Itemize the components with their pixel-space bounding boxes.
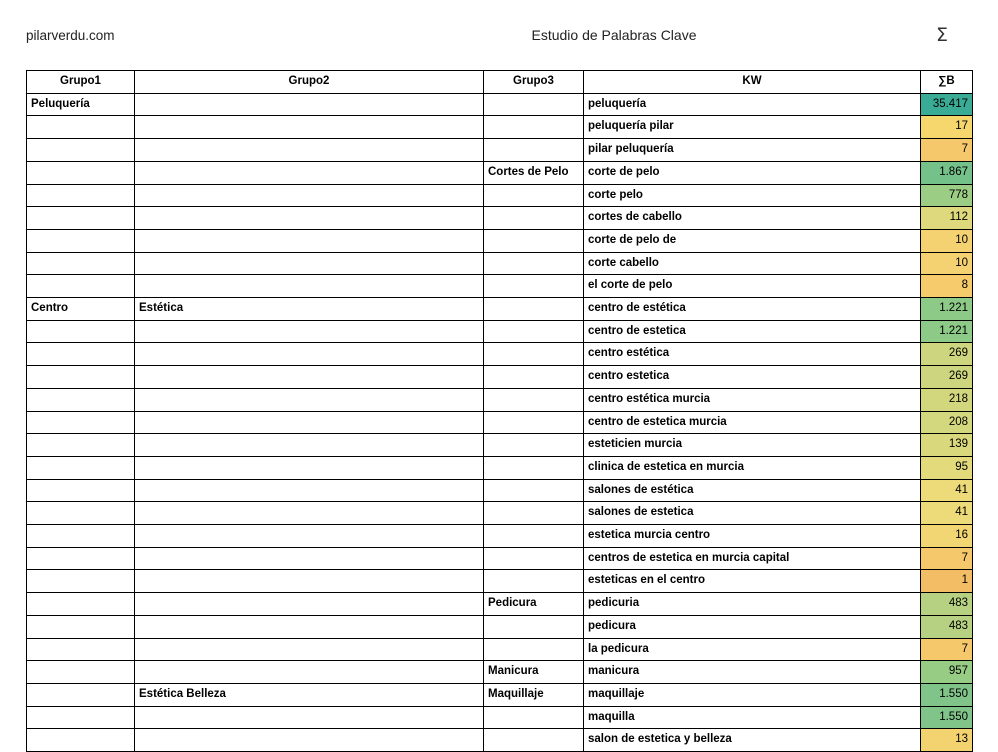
cell-grupo1-empty <box>27 388 135 411</box>
cell-grupo2-empty <box>135 116 484 139</box>
cell-grupo1-empty <box>27 343 135 366</box>
cell-grupo1-empty <box>27 411 135 434</box>
cell-grupo1-empty <box>27 638 135 661</box>
cell-grupo3-empty <box>484 275 584 298</box>
column-header-grupo2: Grupo2 <box>135 71 484 94</box>
cell-grupo1-empty <box>27 593 135 616</box>
cell-keyword: clinica de estetica en murcia <box>584 456 921 479</box>
cell-grupo2-empty <box>135 456 484 479</box>
cell-grupo3: Maquillaje <box>484 683 584 706</box>
cell-grupo1-empty <box>27 706 135 729</box>
cell-grupo3-empty <box>484 434 584 457</box>
cell-volume: 1.550 <box>921 706 973 729</box>
table-row <box>27 116 973 139</box>
cell-grupo1-empty <box>27 275 135 298</box>
cell-grupo2-empty <box>135 593 484 616</box>
table-row <box>27 366 973 389</box>
cell-keyword: centro estética <box>584 343 921 366</box>
cell-volume: 1.867 <box>921 161 973 184</box>
cell-keyword: estetica murcia centro <box>584 525 921 548</box>
cell-volume: 778 <box>921 184 973 207</box>
table-row <box>27 161 973 184</box>
cell-volume: 269 <box>921 366 973 389</box>
cell-grupo1-empty <box>27 683 135 706</box>
cell-grupo1-empty <box>27 320 135 343</box>
table-row <box>27 229 973 252</box>
cell-volume: 7 <box>921 547 973 570</box>
table-row <box>27 298 973 321</box>
table-row <box>27 638 973 661</box>
cell-grupo1-empty <box>27 615 135 638</box>
cell-grupo3-empty <box>484 298 584 321</box>
cell-volume: 1.221 <box>921 320 973 343</box>
cell-volume: 112 <box>921 207 973 230</box>
cell-grupo2-empty <box>135 343 484 366</box>
cell-grupo2-empty <box>135 320 484 343</box>
cell-grupo3-empty <box>484 502 584 525</box>
column-header-grupo3: Grupo3 <box>484 71 584 94</box>
cell-keyword: corte de pelo <box>584 161 921 184</box>
cell-grupo1-empty <box>27 456 135 479</box>
cell-volume: 41 <box>921 502 973 525</box>
table-row <box>27 661 973 684</box>
cell-grupo2-empty <box>135 570 484 593</box>
table-row <box>27 683 973 706</box>
cell-grupo1-empty <box>27 479 135 502</box>
cell-grupo2-empty <box>135 661 484 684</box>
cell-volume: 139 <box>921 434 973 457</box>
cell-keyword: maquillaje <box>584 683 921 706</box>
cell-grupo1-empty <box>27 547 135 570</box>
cell-grupo3-empty <box>484 456 584 479</box>
column-header-grupo1: Grupo1 <box>27 71 135 94</box>
cell-grupo1-empty <box>27 252 135 275</box>
cell-grupo1-empty <box>27 570 135 593</box>
cell-grupo2-empty <box>135 366 484 389</box>
cell-grupo3-empty <box>484 547 584 570</box>
cell-volume: 269 <box>921 343 973 366</box>
cell-grupo2-empty <box>135 93 484 116</box>
cell-keyword: centro estetica <box>584 366 921 389</box>
cell-grupo1-empty <box>27 139 135 162</box>
cell-grupo1-empty <box>27 525 135 548</box>
cell-keyword: maquilla <box>584 706 921 729</box>
cell-volume: 16 <box>921 525 973 548</box>
table-row <box>27 275 973 298</box>
cell-grupo1-empty <box>27 161 135 184</box>
cell-keyword: corte de pelo de <box>584 229 921 252</box>
table-row <box>27 434 973 457</box>
cell-grupo1-empty <box>27 184 135 207</box>
cell-grupo1-empty <box>27 729 135 752</box>
table-row <box>27 479 973 502</box>
cell-grupo1: Peluquería <box>27 93 135 116</box>
cell-volume: 17 <box>921 116 973 139</box>
cell-keyword: salones de estetica <box>584 502 921 525</box>
cell-grupo2: Estética Belleza <box>135 683 484 706</box>
cell-keyword: peluquería pilar <box>584 116 921 139</box>
cell-grupo3-empty <box>484 411 584 434</box>
cell-grupo3: Pedicura <box>484 593 584 616</box>
cell-keyword: centro de estetica <box>584 320 921 343</box>
cell-grupo3: Manicura <box>484 661 584 684</box>
table-row <box>27 547 973 570</box>
cell-grupo3-empty <box>484 638 584 661</box>
cell-volume: 95 <box>921 456 973 479</box>
cell-grupo2-empty <box>135 706 484 729</box>
cell-volume: 7 <box>921 139 973 162</box>
cell-grupo1-empty <box>27 116 135 139</box>
table-row <box>27 502 973 525</box>
cell-grupo3: Cortes de Pelo <box>484 161 584 184</box>
cell-keyword: centros de estetica en murcia capital <box>584 547 921 570</box>
cell-grupo2: Estética <box>135 298 484 321</box>
cell-keyword: salon de estetica y belleza <box>584 729 921 752</box>
cell-grupo3-empty <box>484 207 584 230</box>
cell-volume: 10 <box>921 252 973 275</box>
cell-grupo2-empty <box>135 139 484 162</box>
cell-grupo2-empty <box>135 638 484 661</box>
cell-keyword: pilar peluquería <box>584 139 921 162</box>
cell-volume: 483 <box>921 593 973 616</box>
column-header-kw: KW <box>584 71 921 94</box>
table-row <box>27 343 973 366</box>
cell-grupo2-empty <box>135 161 484 184</box>
cell-keyword: centro de estética <box>584 298 921 321</box>
table-header-row <box>27 71 973 94</box>
cell-volume: 957 <box>921 661 973 684</box>
cell-volume: 41 <box>921 479 973 502</box>
sigma-icon: Σ <box>935 24 948 46</box>
cell-grupo1: Centro <box>27 298 135 321</box>
cell-grupo2-empty <box>135 547 484 570</box>
keyword-table-wrapper <box>26 70 972 752</box>
cell-volume: 7 <box>921 638 973 661</box>
cell-grupo2-empty <box>135 502 484 525</box>
table-row <box>27 320 973 343</box>
cell-keyword: cortes de cabello <box>584 207 921 230</box>
cell-volume: 1.550 <box>921 683 973 706</box>
cell-grupo2-empty <box>135 229 484 252</box>
table-row <box>27 706 973 729</box>
cell-volume: 1.221 <box>921 298 973 321</box>
cell-grupo3-empty <box>484 252 584 275</box>
cell-grupo1-empty <box>27 207 135 230</box>
cell-volume: 13 <box>921 729 973 752</box>
cell-keyword: centro de estetica murcia <box>584 411 921 434</box>
cell-keyword: corte pelo <box>584 184 921 207</box>
cell-keyword: pedicura <box>584 615 921 638</box>
cell-volume: 8 <box>921 275 973 298</box>
cell-keyword: manicura <box>584 661 921 684</box>
table-row <box>27 139 973 162</box>
table-row <box>27 252 973 275</box>
cell-grupo1-empty <box>27 366 135 389</box>
cell-volume: 35.417 <box>921 93 973 116</box>
cell-grupo1-empty <box>27 434 135 457</box>
table-row <box>27 184 973 207</box>
table-row <box>27 456 973 479</box>
table-row <box>27 525 973 548</box>
cell-volume: 10 <box>921 229 973 252</box>
table-row <box>27 593 973 616</box>
cell-grupo3-empty <box>484 570 584 593</box>
cell-volume: 218 <box>921 388 973 411</box>
cell-grupo2-empty <box>135 615 484 638</box>
cell-grupo3-empty <box>484 729 584 752</box>
cell-volume: 1 <box>921 570 973 593</box>
table-row <box>27 615 973 638</box>
cell-grupo2-empty <box>135 207 484 230</box>
cell-grupo3-empty <box>484 706 584 729</box>
cell-grupo3-empty <box>484 343 584 366</box>
cell-keyword: pedicuria <box>584 593 921 616</box>
table-body <box>27 93 973 751</box>
cell-grupo3-empty <box>484 320 584 343</box>
cell-grupo3-empty <box>484 388 584 411</box>
cell-keyword: corte cabello <box>584 252 921 275</box>
page-title: Estudio de Palabras Clave <box>531 27 697 43</box>
cell-grupo2-empty <box>135 184 484 207</box>
cell-grupo2-empty <box>135 729 484 752</box>
cell-grupo3-empty <box>484 525 584 548</box>
cell-keyword: esteticas en el centro <box>584 570 921 593</box>
cell-grupo1-empty <box>27 661 135 684</box>
cell-keyword: salones de estética <box>584 479 921 502</box>
cell-keyword: esteticien murcia <box>584 434 921 457</box>
cell-grupo3-empty <box>484 366 584 389</box>
cell-keyword: la pedicura <box>584 638 921 661</box>
cell-grupo2-empty <box>135 252 484 275</box>
cell-grupo3-empty <box>484 139 584 162</box>
cell-keyword: centro estética murcia <box>584 388 921 411</box>
table-row <box>27 388 973 411</box>
cell-grupo2-empty <box>135 434 484 457</box>
cell-grupo3-empty <box>484 93 584 116</box>
cell-grupo2-empty <box>135 388 484 411</box>
cell-volume: 208 <box>921 411 973 434</box>
table-row <box>27 729 973 752</box>
cell-grupo2-empty <box>135 411 484 434</box>
cell-grupo3-empty <box>484 229 584 252</box>
cell-grupo3-empty <box>484 479 584 502</box>
cell-grupo2-empty <box>135 525 484 548</box>
table-row <box>27 93 973 116</box>
site-name: pilarverdu.com <box>26 27 115 43</box>
cell-volume: 483 <box>921 615 973 638</box>
table-row <box>27 411 973 434</box>
cell-grupo2-empty <box>135 275 484 298</box>
keyword-table <box>26 70 973 752</box>
column-header-sum: ∑B <box>921 71 973 94</box>
table-row <box>27 207 973 230</box>
cell-grupo3-empty <box>484 116 584 139</box>
cell-grupo1-empty <box>27 229 135 252</box>
table-row <box>27 570 973 593</box>
cell-grupo1-empty <box>27 502 135 525</box>
page-header <box>0 0 998 70</box>
cell-grupo3-empty <box>484 615 584 638</box>
cell-grupo2-empty <box>135 479 484 502</box>
cell-keyword: el corte de pelo <box>584 275 921 298</box>
cell-grupo3-empty <box>484 184 584 207</box>
cell-keyword: peluquería <box>584 93 921 116</box>
